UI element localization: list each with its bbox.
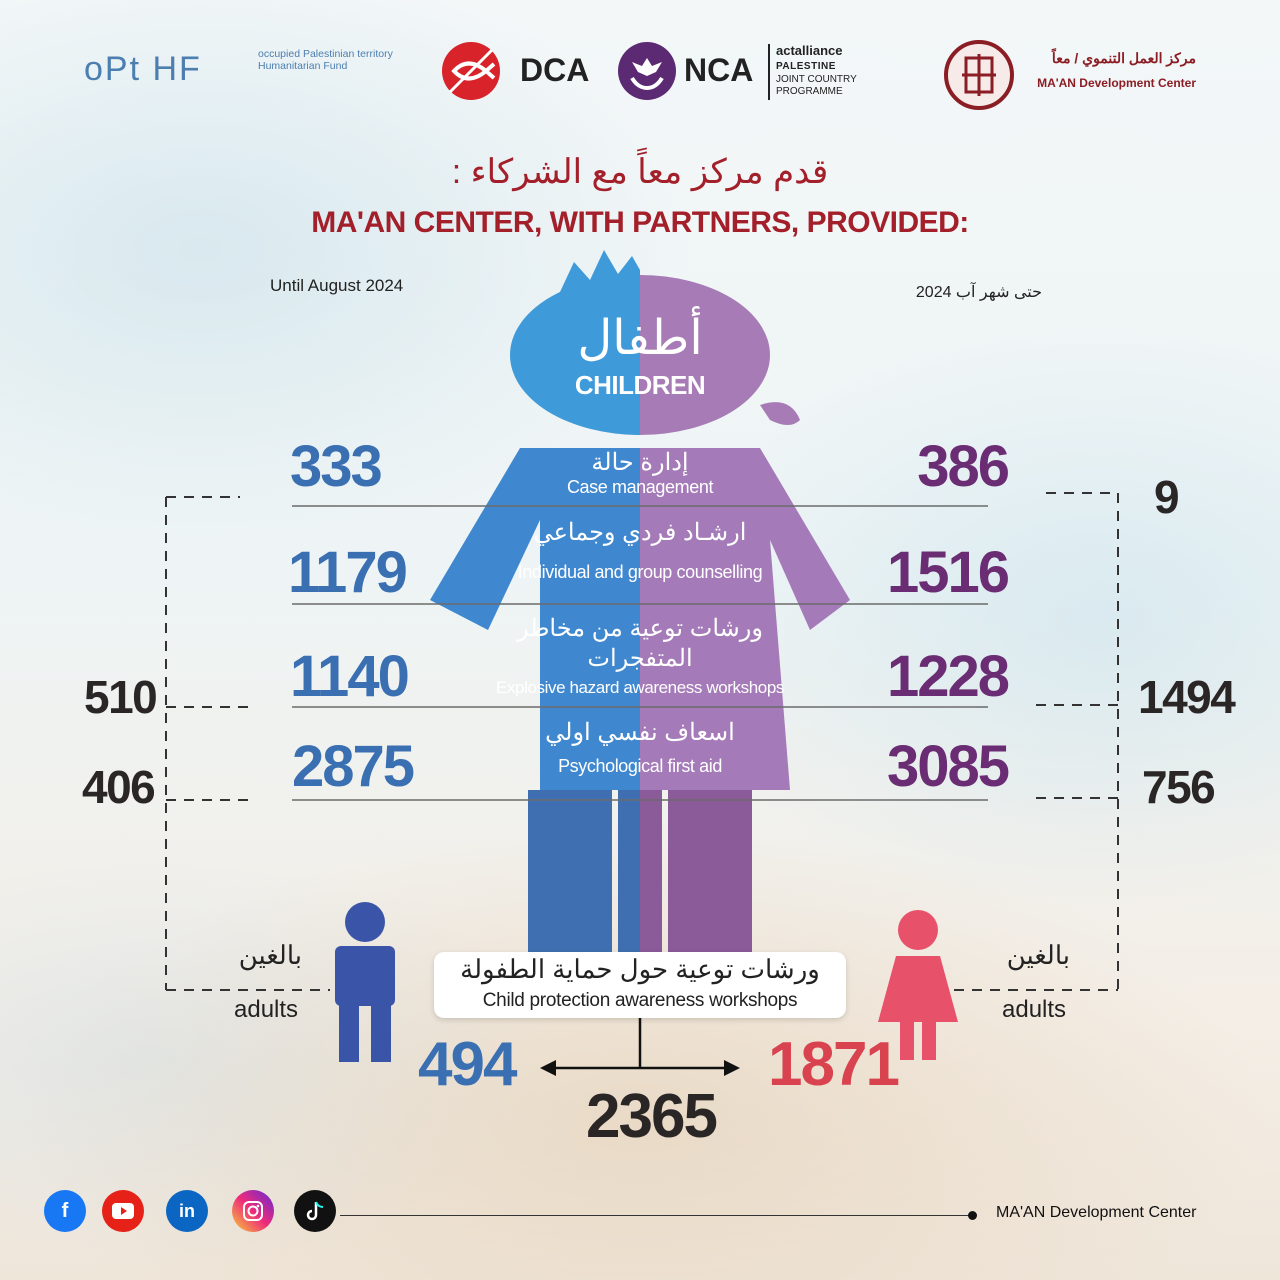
actalliance-region: PALESTINE bbox=[776, 61, 836, 72]
girls-count: 1516 bbox=[886, 540, 1008, 605]
linkedin-icon[interactable]: in bbox=[166, 1190, 208, 1232]
footer-rule bbox=[340, 1215, 972, 1216]
opt-hf-logo: oPt HF bbox=[84, 50, 202, 88]
facebook-icon[interactable]: f bbox=[44, 1190, 86, 1232]
men-explosive-count: 510 bbox=[84, 671, 157, 723]
women-explosive-count: 1494 bbox=[1138, 671, 1235, 723]
boys-count: 2875 bbox=[292, 734, 414, 799]
title-arabic: قدم مركز معاً مع الشركاء : bbox=[451, 153, 829, 191]
actalliance-programme: JOINT COUNTRY PROGRAMME bbox=[776, 74, 857, 97]
tiktok-icon[interactable] bbox=[294, 1190, 336, 1232]
date-english: Until August 2024 bbox=[270, 276, 404, 295]
man-icon bbox=[335, 902, 395, 1062]
service-label-english: Individual and group counselling bbox=[517, 562, 763, 582]
footer-org-name: MA'AN Development Center bbox=[996, 1204, 1197, 1221]
child-protection-total: 2365 bbox=[586, 1082, 716, 1151]
boys-count: 333 bbox=[290, 434, 381, 499]
men-first-aid-count: 406 bbox=[82, 761, 155, 813]
girls-count: 1228 bbox=[886, 644, 1008, 709]
boys-count: 1179 bbox=[288, 540, 406, 605]
maan-logo-english: MA'AN Development Center bbox=[1037, 76, 1196, 90]
child-protection-english: Child protection awareness workshops bbox=[482, 990, 798, 1011]
children-title-arabic: أطفال bbox=[577, 312, 703, 365]
service-label-english: Explosive hazard awareness workshops bbox=[496, 678, 784, 697]
service-label-arabic: اسعاف نفسي اولي bbox=[545, 719, 735, 746]
service-label-arabic: ورشات توعية من مخاطر المتفجرات bbox=[517, 615, 763, 672]
child-protection-male-count: 494 bbox=[418, 1030, 516, 1099]
women-adults-arabic: بالغين bbox=[1006, 940, 1070, 970]
child-protection-female-count: 1871 bbox=[768, 1030, 898, 1099]
men-adults-arabic: بالغين bbox=[238, 940, 302, 970]
footer-dot bbox=[968, 1211, 977, 1220]
women-first-aid-count: 756 bbox=[1142, 761, 1215, 813]
title-english: MA'AN CENTER, WITH PARTNERS, PROVIDED: bbox=[311, 206, 969, 239]
boys-count: 1140 bbox=[290, 644, 408, 709]
actalliance-name: actalliance bbox=[776, 43, 843, 58]
women-adults-english: adults bbox=[1002, 996, 1067, 1023]
service-label-arabic: ارشـاد فردي وجماعي bbox=[533, 519, 747, 546]
girls-count: 3085 bbox=[886, 734, 1008, 799]
maan-logo-arabic: مركز العمل التنموي / معاً bbox=[1051, 50, 1196, 66]
date-arabic: حتى شهر آب 2024 bbox=[915, 284, 1042, 301]
dca-logo-text: DCA bbox=[520, 52, 590, 88]
instagram-icon[interactable] bbox=[232, 1190, 274, 1232]
service-label-english: Psychological first aid bbox=[558, 756, 722, 776]
children-title-english: CHILDREN bbox=[574, 370, 706, 400]
service-label-english: Case management bbox=[566, 477, 714, 497]
opt-hf-subtitle: occupied Palestinian territory Humanitarian Fund bbox=[258, 48, 393, 72]
youtube-icon[interactable] bbox=[102, 1190, 144, 1232]
girls-count: 386 bbox=[917, 434, 1008, 499]
women-case-mgmt-count: 9 bbox=[1154, 471, 1179, 523]
child-protection-arabic: ورشات توعية حول حماية الطفولة bbox=[460, 954, 820, 984]
men-adults-english: adults bbox=[234, 996, 299, 1023]
service-label-arabic: إدارة حالة bbox=[591, 449, 689, 476]
nca-logo-text: NCA bbox=[684, 52, 754, 88]
